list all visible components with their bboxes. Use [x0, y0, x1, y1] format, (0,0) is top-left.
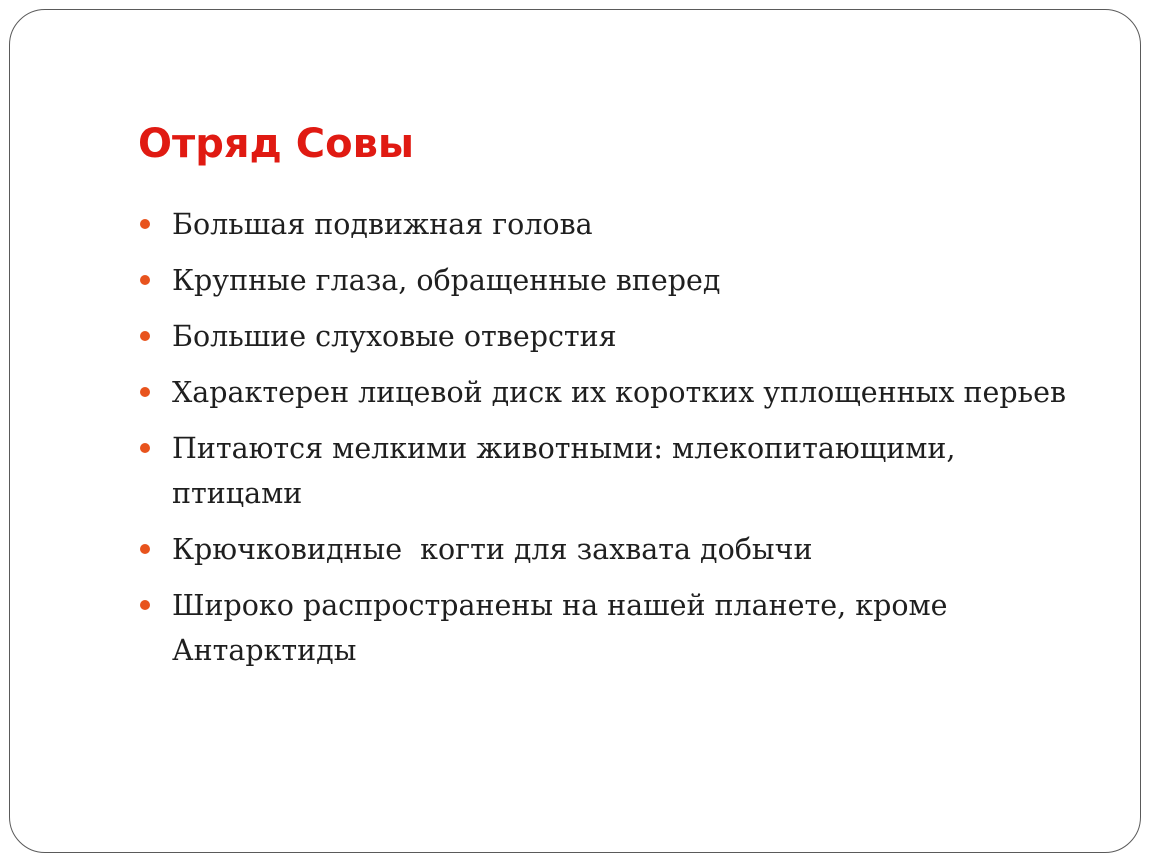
bullet-icon: [140, 331, 150, 341]
list-item: [138, 370, 1078, 415]
list-item: [138, 314, 1078, 359]
bullet-text: Питаются мелкими животными: млекопитающими, птицами: [172, 432, 956, 510]
bullet-list: [138, 202, 1078, 684]
list-item: [138, 202, 1078, 247]
bullet-icon: [140, 219, 150, 229]
bullet-icon: [140, 387, 150, 397]
bullet-icon: [140, 275, 150, 285]
bullet-text: Широко распространены на нашей планете, кроме Антарктиды: [172, 589, 948, 667]
bullet-text: Большая подвижная голова: [172, 208, 593, 241]
bullet-icon: [140, 443, 150, 453]
list-item: [138, 527, 1078, 572]
list-item: [138, 583, 1078, 673]
bullet-icon: [140, 544, 150, 554]
bullet-text: Крупные глаза, обращенные вперед: [172, 264, 721, 297]
bullet-text: Характерен лицевой диск их коротких уплощенных перьев: [172, 376, 1066, 409]
list-item: [138, 426, 1078, 516]
bullet-text: Большие слуховые отверстия: [172, 320, 617, 353]
bullet-text: Крючковидные когти для захвата добычи: [172, 533, 813, 566]
slide-frame: [9, 9, 1141, 853]
list-item: [138, 258, 1078, 303]
bullet-icon: [140, 600, 150, 610]
slide-title: Отряд Совы: [138, 121, 415, 167]
